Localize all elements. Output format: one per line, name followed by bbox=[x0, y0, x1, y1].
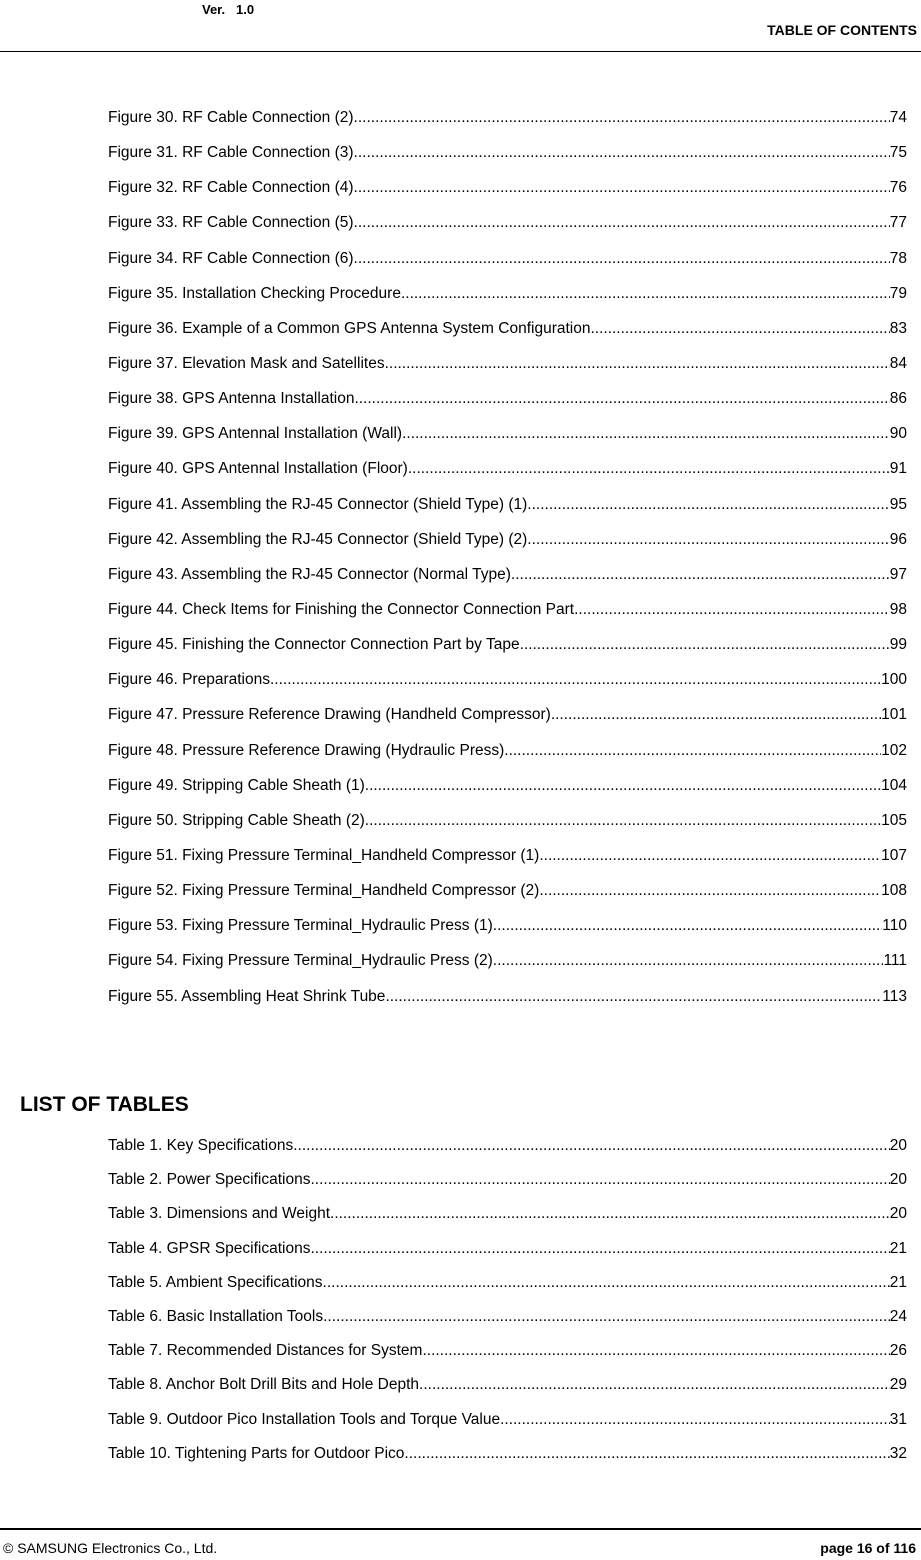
dot-leader bbox=[504, 741, 881, 761]
entry-title-link[interactable]: Figure 35. Installation Checking Procedure bbox=[108, 284, 401, 302]
dot-leader bbox=[354, 108, 890, 128]
entry-title-link[interactable]: Figure 46. Preparations bbox=[108, 671, 270, 689]
copyright-text: © SAMSUNG Electronics Co., Ltd. bbox=[3, 1540, 218, 1556]
figure-toc-entry[interactable] bbox=[108, 178, 907, 213]
entry-page-number[interactable]: 21 bbox=[889, 1273, 907, 1291]
figure-toc-entry[interactable] bbox=[108, 530, 907, 565]
figure-toc-entry[interactable] bbox=[108, 846, 907, 881]
header-title: TABLE OF CONTENTS bbox=[767, 22, 917, 38]
dot-leader bbox=[365, 776, 881, 796]
figure-toc-entry[interactable] bbox=[108, 705, 907, 740]
dot-leader bbox=[551, 705, 881, 725]
entry-title-link[interactable]: Figure 51. Fixing Pressure Terminal_Handheld Compressor (1) bbox=[108, 846, 540, 864]
entry-page-number[interactable]: 98 bbox=[889, 600, 907, 618]
dot-leader bbox=[493, 916, 883, 936]
dot-leader bbox=[401, 284, 890, 304]
figure-toc-entry[interactable] bbox=[108, 600, 907, 635]
footer-divider bbox=[0, 1528, 921, 1530]
entry-page-number[interactable]: 21 bbox=[889, 1239, 907, 1257]
figure-toc-entry[interactable] bbox=[108, 319, 907, 354]
entry-title-link[interactable]: Table 2. Power Specifications bbox=[108, 1171, 311, 1189]
entry-page-number[interactable]: 91 bbox=[889, 460, 907, 478]
dot-leader bbox=[323, 1273, 890, 1293]
entry-title-link[interactable]: Figure 48. Pressure Reference Drawing (Hydraulic Press) bbox=[108, 741, 505, 759]
entry-page-number[interactable]: 83 bbox=[889, 319, 907, 337]
entry-title-link[interactable]: Figure 34. RF Cable Connection (6) bbox=[108, 249, 354, 267]
entry-title-link[interactable]: Figure 36. Example of a Common GPS Antenna System Configuration bbox=[108, 319, 591, 337]
dot-leader bbox=[402, 424, 890, 444]
dot-leader bbox=[310, 1239, 889, 1259]
table-toc-entry[interactable] bbox=[108, 1375, 907, 1409]
entry-title-link[interactable]: Figure 44. Check Items for Finishing the Connector Connection Part bbox=[108, 600, 575, 618]
table-toc-entry[interactable] bbox=[108, 1273, 907, 1307]
entry-page-number[interactable]: 84 bbox=[889, 354, 907, 372]
entry-page-number[interactable]: 105 bbox=[881, 811, 907, 829]
header-divider bbox=[0, 51, 921, 52]
entry-page-number[interactable]: 79 bbox=[889, 284, 907, 302]
figure-toc-entry[interactable] bbox=[108, 108, 907, 143]
entry-page-number[interactable]: 111 bbox=[883, 952, 907, 970]
table-toc-entry[interactable] bbox=[108, 1136, 907, 1170]
dot-leader bbox=[408, 459, 890, 479]
entry-title-link[interactable]: Figure 52. Fixing Pressure Terminal_Handheld Compressor (2) bbox=[108, 882, 540, 900]
dot-leader bbox=[539, 846, 881, 866]
table-toc-entry[interactable] bbox=[108, 1307, 907, 1341]
figure-toc-entry[interactable] bbox=[108, 565, 907, 600]
entry-page-number[interactable]: 29 bbox=[889, 1376, 907, 1394]
dot-leader bbox=[419, 1375, 890, 1395]
dot-leader bbox=[354, 178, 890, 198]
entry-title-link[interactable]: Figure 38. GPS Antenna Installation bbox=[108, 390, 355, 408]
entry-title-link[interactable]: Table 7. Recommended Distances for System bbox=[108, 1342, 423, 1360]
dot-leader bbox=[310, 1170, 889, 1190]
entry-page-number[interactable]: 113 bbox=[882, 987, 907, 1005]
table-toc-entry[interactable] bbox=[108, 1341, 907, 1375]
table-toc-entry[interactable] bbox=[108, 1170, 907, 1204]
dot-leader bbox=[404, 1444, 889, 1464]
dot-leader bbox=[527, 495, 889, 515]
entry-title-link[interactable]: Table 5. Ambient Specifications bbox=[108, 1273, 323, 1291]
figure-toc-entry[interactable] bbox=[108, 389, 907, 424]
entry-page-number[interactable]: 97 bbox=[889, 565, 907, 583]
dot-leader bbox=[354, 249, 890, 269]
entry-page-number[interactable]: 32 bbox=[889, 1444, 907, 1462]
figure-toc-entry[interactable] bbox=[108, 424, 907, 459]
table-toc-entry[interactable] bbox=[108, 1410, 907, 1444]
page-header bbox=[0, 0, 921, 52]
table-toc-entry[interactable] bbox=[108, 1204, 907, 1238]
page-number: page 16 of 116 bbox=[820, 1540, 916, 1556]
figure-toc-entry[interactable] bbox=[108, 881, 907, 916]
dot-leader bbox=[511, 565, 890, 585]
dot-leader bbox=[422, 1341, 889, 1361]
figure-toc-entry[interactable] bbox=[108, 635, 907, 670]
figure-toc-entry[interactable] bbox=[108, 776, 907, 811]
entry-page-number[interactable]: 108 bbox=[881, 882, 907, 900]
entry-title-link[interactable]: Figure 50. Stripping Cable Sheath (2) bbox=[108, 811, 365, 829]
entry-page-number[interactable]: 20 bbox=[889, 1171, 907, 1189]
entry-title-link[interactable]: Table 4. GPSR Specifications bbox=[108, 1239, 311, 1257]
dot-leader bbox=[354, 143, 890, 163]
dot-leader bbox=[520, 635, 890, 655]
entry-page-number[interactable]: 102 bbox=[881, 741, 907, 759]
entry-title-link[interactable]: Figure 33. RF Cable Connection (5) bbox=[108, 214, 354, 232]
entry-page-number[interactable]: 100 bbox=[881, 671, 907, 689]
entry-title-link[interactable]: Figure 47. Pressure Reference Drawing (Handheld Compressor) bbox=[108, 706, 551, 724]
entry-title-link[interactable]: Figure 41. Assembling the RJ-45 Connector (Shield Type) (1) bbox=[108, 495, 528, 513]
entry-title-link[interactable]: Table 6. Basic Installation Tools bbox=[108, 1307, 324, 1325]
entry-page-number[interactable]: 74 bbox=[889, 109, 907, 126]
entry-title-link[interactable]: Table 10. Tightening Parts for Outdoor Pico bbox=[108, 1444, 405, 1462]
entry-title-link[interactable]: Figure 53. Fixing Pressure Terminal_Hydraulic Press (1) bbox=[108, 917, 493, 935]
entry-title-link[interactable]: Figure 32. RF Cable Connection (4) bbox=[108, 179, 354, 197]
entry-title-link[interactable]: Figure 37. Elevation Mask and Satellites bbox=[108, 354, 385, 372]
entry-title-link[interactable]: Figure 31. RF Cable Connection (3) bbox=[108, 144, 354, 162]
entry-title-link[interactable]: Table 8. Anchor Bolt Drill Bits and Hole Depth bbox=[108, 1376, 420, 1394]
figure-toc-entry[interactable] bbox=[108, 951, 907, 986]
entry-page-number[interactable]: 75 bbox=[889, 144, 907, 162]
entry-title-link[interactable]: Table 3. Dimensions and Weight bbox=[108, 1205, 331, 1223]
dot-leader bbox=[539, 881, 881, 901]
dot-leader bbox=[293, 1136, 890, 1156]
entry-title-link[interactable]: Figure 39. GPS Antennal Installation (Wall) bbox=[108, 425, 403, 443]
entry-title-link[interactable]: Figure 43. Assembling the RJ-45 Connector (Normal Type) bbox=[108, 565, 511, 583]
figure-toc-entry[interactable] bbox=[108, 741, 907, 776]
list-of-tables bbox=[108, 1136, 907, 1478]
figure-toc-entry[interactable] bbox=[108, 213, 907, 248]
dot-leader bbox=[354, 389, 889, 409]
list-of-figures bbox=[108, 108, 907, 1022]
entry-page-number[interactable]: 107 bbox=[881, 846, 907, 864]
entry-page-number[interactable]: 78 bbox=[889, 249, 907, 267]
figure-toc-entry[interactable] bbox=[108, 459, 907, 494]
dot-leader bbox=[385, 987, 882, 1007]
entry-page-number[interactable]: 90 bbox=[889, 425, 907, 443]
table-toc-entry[interactable] bbox=[108, 1444, 907, 1478]
dot-leader bbox=[354, 213, 890, 233]
entry-title-link[interactable]: Figure 40. GPS Antennal Installation (Floor) bbox=[108, 460, 408, 478]
entry-title-link[interactable]: Figure 54. Fixing Pressure Terminal_Hydraulic Press (2) bbox=[108, 952, 493, 970]
dot-leader bbox=[270, 670, 881, 690]
figure-toc-entry[interactable] bbox=[108, 354, 907, 389]
entry-page-number[interactable]: 104 bbox=[881, 776, 907, 794]
dot-leader bbox=[574, 600, 890, 620]
entry-page-number[interactable]: 86 bbox=[889, 390, 907, 408]
entry-page-number[interactable]: 20 bbox=[889, 1205, 907, 1223]
entry-title-link[interactable]: Figure 45. Finishing the Connector Connection Part by Tape bbox=[108, 636, 520, 654]
entry-page-number[interactable]: 96 bbox=[889, 530, 907, 548]
list-of-tables-heading: LIST OF TABLES bbox=[20, 1093, 189, 1116]
dot-leader bbox=[385, 354, 890, 374]
figure-toc-entry[interactable] bbox=[108, 811, 907, 846]
dot-leader bbox=[500, 1410, 890, 1430]
entry-page-number[interactable]: 31 bbox=[889, 1410, 907, 1428]
dot-leader bbox=[527, 530, 889, 550]
entry-title-link[interactable]: Figure 55. Assembling Heat Shrink Tube bbox=[108, 987, 386, 1005]
figure-toc-entry[interactable] bbox=[108, 495, 907, 530]
entry-page-number[interactable]: 26 bbox=[889, 1342, 907, 1360]
entry-title-link[interactable]: Table 9. Outdoor Pico Installation Tools and Torque Value bbox=[108, 1410, 501, 1428]
entry-page-number[interactable]: 76 bbox=[889, 179, 907, 197]
entry-page-number[interactable]: 77 bbox=[889, 214, 907, 232]
table-toc-entry[interactable] bbox=[108, 1239, 907, 1273]
version-label: Ver. 1.0 bbox=[202, 2, 255, 17]
dot-leader bbox=[365, 811, 881, 831]
figure-toc-entry[interactable] bbox=[108, 916, 907, 951]
entry-page-number[interactable]: 95 bbox=[889, 495, 907, 513]
entry-page-number[interactable]: 20 bbox=[889, 1137, 907, 1154]
entry-title-link[interactable]: Figure 49. Stripping Cable Sheath (1) bbox=[108, 776, 365, 794]
figure-toc-entry[interactable] bbox=[108, 670, 907, 705]
entry-page-number[interactable]: 101 bbox=[881, 706, 907, 724]
dot-leader bbox=[323, 1307, 890, 1327]
dot-leader bbox=[330, 1204, 890, 1224]
entry-title-link[interactable]: Table 1. Key Specifications bbox=[108, 1137, 294, 1154]
figure-toc-entry[interactable] bbox=[108, 249, 907, 284]
entry-page-number[interactable]: 99 bbox=[889, 636, 907, 654]
entry-title-link[interactable]: Figure 42. Assembling the RJ-45 Connector (Shield Type) (2) bbox=[108, 530, 528, 548]
figure-toc-entry[interactable] bbox=[108, 284, 907, 319]
figure-toc-entry[interactable] bbox=[108, 143, 907, 178]
entry-page-number[interactable]: 110 bbox=[882, 917, 907, 935]
entry-page-number[interactable]: 24 bbox=[889, 1307, 907, 1325]
entry-title-link[interactable]: Figure 30. RF Cable Connection (2) bbox=[108, 109, 354, 126]
figure-toc-entry[interactable] bbox=[108, 987, 907, 1022]
dot-leader bbox=[493, 951, 884, 971]
dot-leader bbox=[590, 319, 889, 339]
